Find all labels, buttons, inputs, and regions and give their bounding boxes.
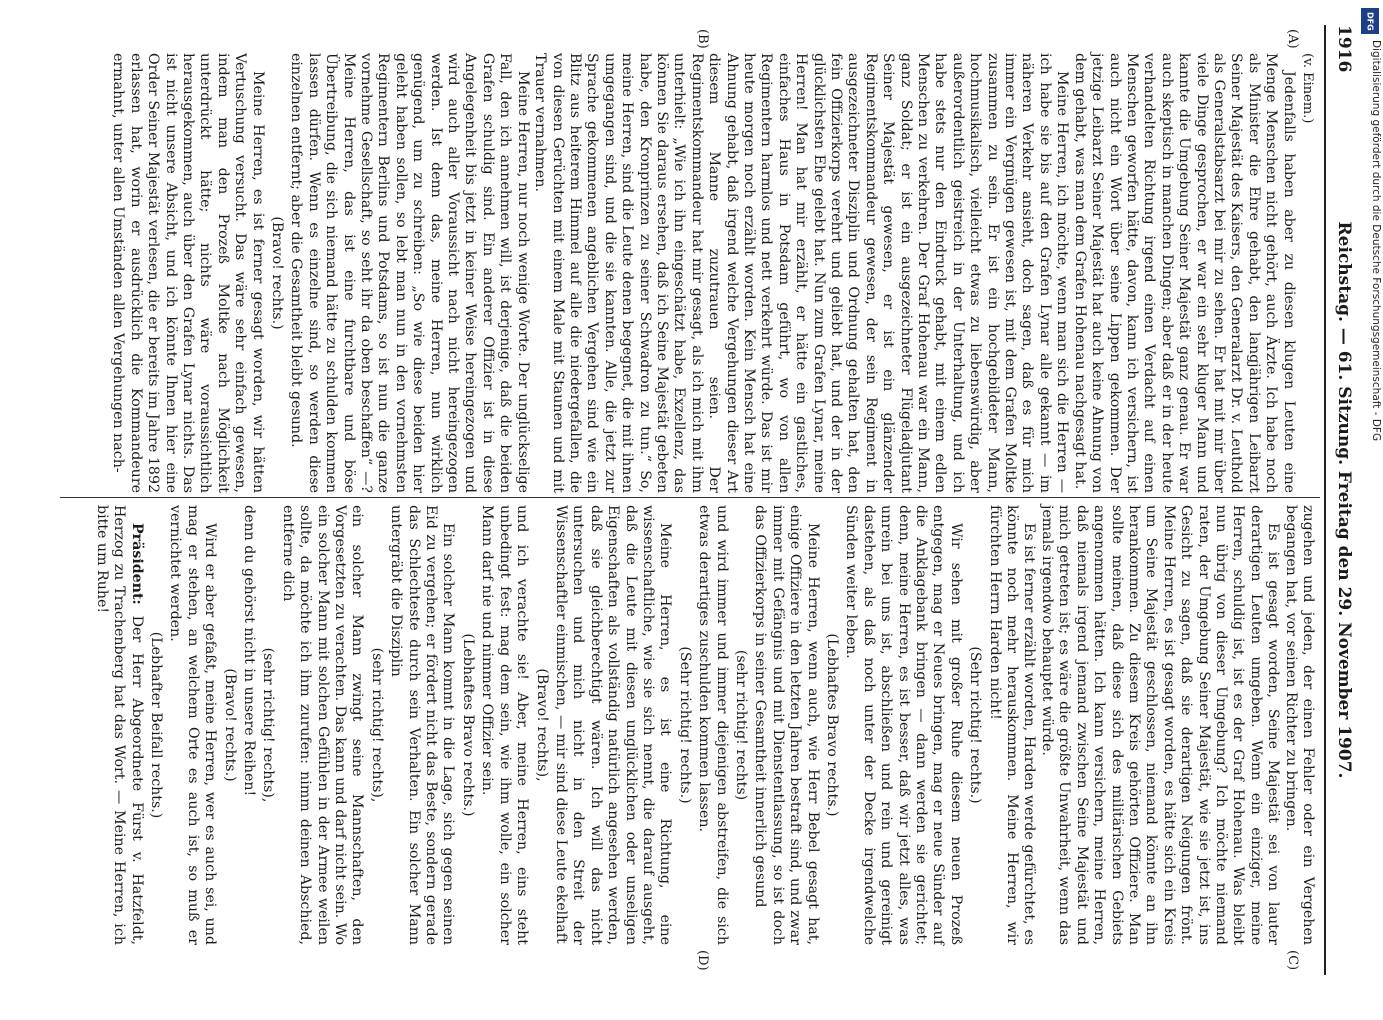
page-number: 1916 <box>1334 25 1354 73</box>
president-label: Präsident: <box>128 523 145 605</box>
interjection: (Lebhaftes Bravo rechts.) <box>824 633 841 817</box>
credit-text: Digitalisierung gefördert durch die Deutsche Forschungsgemeinschaft - DFG <box>1370 40 1382 442</box>
credit-strip <box>1358 40 1382 1020</box>
marker-b: (B) <box>695 29 710 49</box>
document-page <box>50 25 1360 975</box>
running-title: Reichstag. — 61. Sitzung. Freitag den 29. November 1907. <box>1334 221 1354 779</box>
interjection: (Bravo! rechts.) <box>221 668 238 782</box>
right-column <box>92 505 1316 945</box>
paragraph: Meine Herren, es ist eine Richtung, eine wissenschaftliche, wie sie sich nennt, die darauf ausgeht, daß die Leute mit diesen unglücklichen oder unseligen Eigenschaften als vollständig natürlich angesehen werden, daß sie gleichberechtigt wären. Ich will das nicht untersuchen und mich nicht in den Streit der Wissenschaftler einmischen, — mir sind diese Leute ekelhaft <box>552 505 674 945</box>
paragraph: Meine Herren, nur noch wenige Worte. Der unglückselige Fall, den ich annehmen will, ist derjenige, daß die beiden Grafen schuldig sind. Ein anderer Offizier ist in diese Angelegenheit bis jetzt in keiner Weise hereingezogen und wird auch aller Voraussicht nach nicht hereingezogen werden. Ist denn das, meine Herren, nun wirklich genügend, um zu schreiben: „So wie diese beiden hier geleht haben sollen, so lebt man nun in den vornehmsten Regimentern Berlins und Potsdams, so ist nun die ganze vornehme Gesellschaft, so seht ihr da oben beschaffen“ —? Meine Herren, das ist eine furchtbare und böse Übertreibung, die sich niemand hätte zu schulden kommen lassen dürfen. Wenn es einzelne sind, so werden diese einzelnen entfernt; aber die Gesamtheit bleibt gesund. <box>288 53 531 493</box>
paragraph: Meine Herren, wenn auch, wie Herr Bebel gesagt hat, einige Offiziere in den letzten Jahren bestraft sind, und zwar immer mit Gefängnis und mit Dienstentlassung, so ist doch das Offizierkorps in seiner Gesamtheit innerlich gesund <box>752 505 821 945</box>
interjection: (Lebhaftes Bravo rechts.) <box>459 633 476 817</box>
paragraph: denn du gehörst nicht in unsere Reihen! <box>241 505 258 797</box>
interjection: (sehr richtig! rechts), <box>368 647 385 803</box>
dfg-logo: DFG <box>1361 8 1379 34</box>
paragraph: Ein solcher Mann kommt in die Lage, sich gegen seinen Eid zu vergehen; er fördert nicht das Beste, sondern gerade das Schlechteste durch sein Verhalten. Ein solcher Mann untergräbt die Disziplin <box>388 505 457 945</box>
paragraph: ein solcher Mann zwingt seine Mannschaften, den Vorgesetzten zu verachten. Das kann und darf nicht sein. Wo ein solcher Mann mit solchen Gefühlen in der Armee weilen sollte, da möchte ich ihm zurufen: nimm deinen Abschied, entferne dich <box>279 505 366 945</box>
paragraph: und ich verachte sie! Aber, meine Herren, eins steht unbedingt fest: mag dem sein, wie ihm wolle, ein solcher Mann darf nie und nimmer Offizier sein. <box>479 505 531 945</box>
interjection: (Bravo! rechts), <box>533 668 550 782</box>
interjection: (Sehr richtig! rechts.) <box>967 646 984 804</box>
marker-d: (D) <box>695 950 710 971</box>
left-column <box>109 53 1316 493</box>
paragraph: und wird immer und immer diejenigen abstreifen, die sich etwas derartiges zuschulden kommen lassen. <box>696 505 730 945</box>
president-paragraph <box>92 505 144 945</box>
interjection: (Bravo! rechts.) <box>269 216 286 330</box>
interjection: (sehr richtig! rechts), <box>260 647 277 803</box>
page-header <box>1324 25 1360 975</box>
paragraph: Meine Herren, ich möchte, wenn man sich die Herren — ich habe sie bis auf den Grafen Lynar alle gekannt — im näheren Verkehr ansieht, doch sagen, daß es für mich immer ein Vergnügen gewesen ist, mit dem Grafen Moltke zusammen zu sein. Er ist ein hochgebildeter Mann, hochmusikalisch, vielleicht etwas zu liebenswürdig, aber außerordentlich geistreich in der Unterhaltung, und ich habe stets nur den Eindruck gehabt, mit einem edlen Menschen zu verkehren. Der Graf Hohenau war ein Mann, ganz Soldat; er ist ein ausgezeichneter Flügeladjutant Seiner Majestät gewesen, er ist ein glänzender Regimentskommandeur gewesen, der sein Regiment in ausgezeichneter Disziplin und Ordnung gehalten hat, den fein Offizierkorps verehrt und geliebt hat, und der in der glücklichsten Ehe gelebt hat. Nun zum Grafen Lynar, meine Herren! Man hat mir erzählt, er hätte ein gastliches, einfaches Haus in Potsdam geführt, wo von allen Regimentern harmlos und nett verkehrt würde. Das ist mir heute morgen noch erzählt worden. Kein Mensch hat eine Ahnung gehabt, daß irgend welche Vergehungen dieser Art diesem Manne zuzutrauen seien. Der Regimentskommandeur hat mir gesagt, als ich mich mit ihm unterhielt: „Wie ich ihn eingeschätzt habe, Exzellenz, das können Sie daraus ersehen, daß ich Seine Majestät gebeten habe, den Kronprinzen zu seiner Schwadron zu tun.“ So, meine Herren, sind die Leute denen begegnet, die mit ihnen umgegangen sind, und die sie kannten. Alle, die jetzt zur Sprache gekommenen angeblichen Vergehen sind wie ein Blitz aus heiterem Himmel auf alle die niedergefallen, die von diesen Gerüchten mit einem Male mit Staunen und mit Trauer vernahmen. <box>532 53 1071 493</box>
interjection: (Lebhafter Beifall rechts.) <box>148 631 164 819</box>
marker-c: (C) <box>1285 950 1300 971</box>
paragraph: Es ist gesagt worden, Seine Majestät sei von lauter derartigen Leuten umgeben. Wenn ein einziger, meine Herren, schuldig ist, ist es der Graf Hohenau. Was bleibt nun übrig von dieser Umgebung? Ich möchte niemand raten, der Umgebung Seiner Majestät, wie sie jetzt ist, ins Gesicht zu sagen, daß sie derartigen Neigungen frönt. Meine Herren, es ist gesagt worden, es hätte sich ein Kreis um Seine Majestät geschlossen, niemand könnte an ihn herankommen. Zu diesem Kreis gehörten Offiziere. Man sollte meinen, daß diese sich des militärischen Gebiets angenommen hätten. Ich kann versichern, meine Herren, daß niemals irgend jemand zwischen Seine Majestät und mich getreten ist; es wäre die größte Unwahrheit, wenn das jemals irgendwo behauptet würde. <box>1038 505 1282 945</box>
paragraph: Jedenfalls haben aber zu diesen klugen Leuten eine Menge Menschen nicht gehört, auch Ärzte. Ich habe noch als Minister die Ehre gehabt, den langjährigen Leibarzt Seiner Majestät des Kaisers, den Generalarzt Dr. v. Leuthold als Generalstabsarzt bei mir zu sehen. Er hat mit mir über viele Dinge gesprochen, er war ein sehr kluger Mann und kannte die Umgebung Seiner Majestät ganz genau. Er war auch skeptisch in manchen Dingen; aber daß er in der heute verhandelten Richtung irgend einen Verdacht auf einen Menschen geworfen hätte, davon, kann ich versichern, ist auch nicht ein Wort über seine Lippen gekommen. Der jetzige Leibarzt Seiner Majestät hat auch keine Ahnung von dem gehabt, was man dem Grafen Hohenau nachgesagt hat. <box>1071 53 1297 493</box>
paragraph: zugehen und jeden, der einen Fehler oder ein Vergehen begangen hat, vor seinen Richter zu bringen. <box>1282 505 1316 945</box>
paragraph: Es ist ferner erzählt worden, Harden werde gefürchtet, es könnte noch mehr herauskommen. Meine Herren, wir fürchten Herrn Harden nicht! <box>986 505 1038 945</box>
speaker-tag: (v. Einem.) <box>1300 53 1315 124</box>
paragraph: Wir sehen mit großer Ruhe diesem neuen Prozeß entgegen, mag er Neues bringen, mag er neue Sünder auf die Anklagebank bringen — dann werden sie gerichtet; denn, meine Herren, es ist besser, daß wir jetzt alles, was unrein bei uns ist, abschließen und rein und gereinigt dastehen, als daß noch unter der Decke irgendwelche Sünden weiter leben. <box>843 505 964 945</box>
interjection: (sehr richtig! rechts) <box>733 649 749 801</box>
marker-a: (A) <box>1285 29 1300 49</box>
president-text: Der Herr Abgeordnete Fürst v. Hatzfeldt, Herzog zu Trachenberg hat das Wort. — Meine Herren, ich bitte um Ruhe! <box>93 505 145 945</box>
column-divider <box>60 497 1320 498</box>
paragraph: Meine Herren, es ist ferner gesagt worden, wir hätten Vertuschung versucht. Das wäre sehr einfach gewesen, indem man den Prozeß Moltke nach Möglichkeit unterdrückt hätte; nichts wäre voraussichtlich herausgekommen, auch über den Grafen Lynar nichts. Das ist nicht unsere Absicht, und ich könnte Ihnen hier eine Order Seiner Majestät verlesen, die er bereits im Jahre 1892 erlassen hat, worin er ausdrücklich die Kommandeure ermahnt, unter allen Umständen allen Vergehungen nach- <box>110 53 266 493</box>
interjection: (Sehr richtig! rechts.) <box>676 646 693 804</box>
paragraph: Wird er aber gefaßt, meine Herren, wer es auch sei, und mag er stehen, an welchem Orte es auch ist, so muß er vernichtet werden. <box>167 505 219 945</box>
